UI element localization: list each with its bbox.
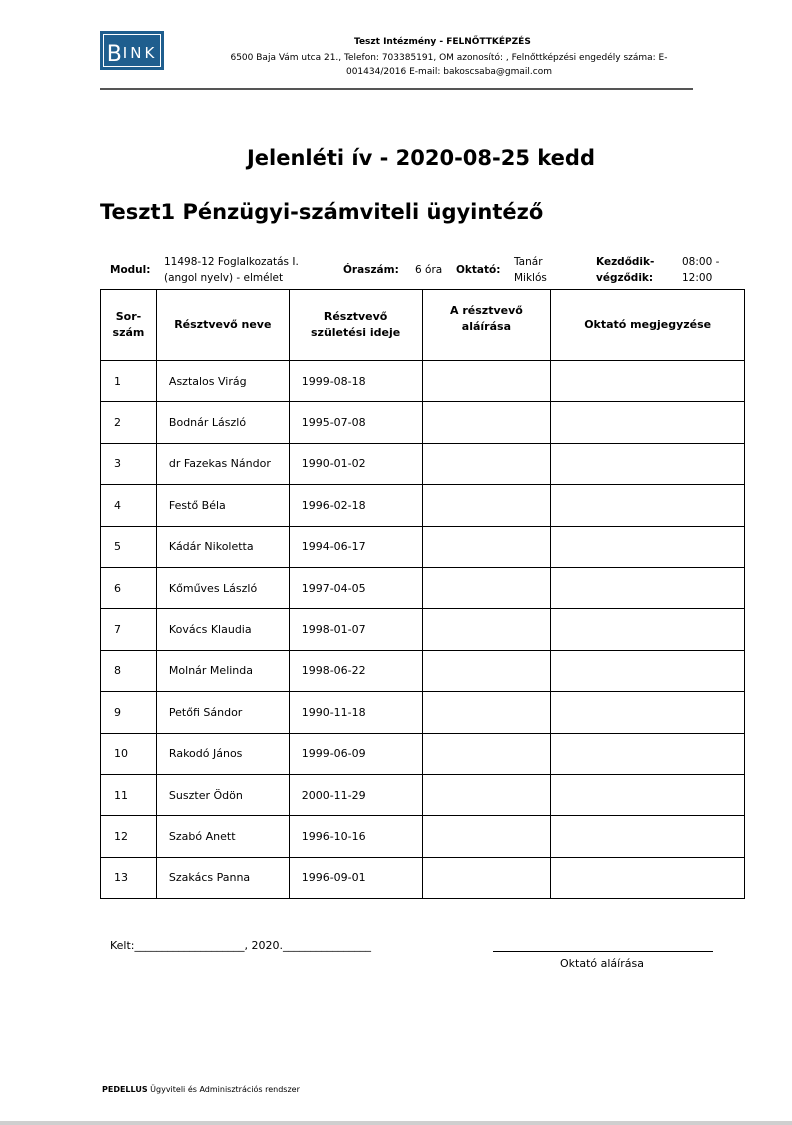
row-signature-cell: [422, 816, 551, 857]
row-name: Suszter Ödön: [156, 774, 289, 815]
row-nr: 3: [101, 443, 157, 484]
time-value: [682, 254, 719, 286]
modul-line-2: (angol nyelv) - elmélet: [164, 272, 284, 284]
row-nr: 1: [101, 361, 157, 402]
header-nr-line-1: Sor-: [115, 310, 142, 323]
modul-line-1: 11498-12 Foglalkozatás I.: [164, 256, 299, 268]
start-end-label: [596, 254, 654, 286]
table-row: [101, 774, 745, 815]
header-row: [101, 290, 745, 361]
page-bottom-edge: [0, 1121, 792, 1125]
row-signature-cell: [422, 485, 551, 526]
table-row: [101, 567, 745, 608]
table-row: [101, 733, 745, 774]
table-row: [101, 485, 745, 526]
row-name: dr Fazekas Nándor: [156, 443, 289, 484]
row-note-cell: [551, 650, 745, 691]
row-dob: 1998-06-22: [289, 650, 422, 691]
teacher-label: Oktató:: [456, 264, 501, 276]
table-row: [101, 609, 745, 650]
row-dob: 1996-02-18: [289, 485, 422, 526]
row-dob: 1997-04-05: [289, 567, 422, 608]
row-nr: 8: [101, 650, 157, 691]
row-note-cell: [551, 361, 745, 402]
row-signature-cell: [422, 650, 551, 691]
row-nr: 4: [101, 485, 157, 526]
row-dob: 1990-11-18: [289, 692, 422, 733]
modul-label: Modul:: [110, 264, 151, 276]
address-line-2: 001434/2016 E-mail: bakoscsaba@gmail.com: [345, 67, 553, 77]
teacher-line-1: Tanár: [514, 256, 543, 268]
row-dob: 2000-11-29: [289, 774, 422, 815]
table-header: [101, 290, 745, 361]
row-nr: 7: [101, 609, 157, 650]
row-note-cell: [551, 692, 745, 733]
row-note-cell: [551, 402, 745, 443]
header-name: Résztvevő neve: [156, 290, 289, 361]
bink-logo: [100, 31, 164, 70]
row-dob: 1999-06-09: [289, 733, 422, 774]
row-note-cell: [551, 609, 745, 650]
header-signature: [422, 290, 551, 361]
row-name: Szabó Anett: [156, 816, 289, 857]
row-signature-cell: [422, 402, 551, 443]
row-nr: 11: [101, 774, 157, 815]
hours-label: Óraszám:: [343, 264, 399, 276]
row-name: Kovács Klaudia: [156, 609, 289, 650]
row-nr: 6: [101, 567, 157, 608]
row-signature-cell: [422, 609, 551, 650]
row-nr: 9: [101, 692, 157, 733]
row-dob: 1998-01-07: [289, 609, 422, 650]
course-title: Teszt1 Pénzügyi-számviteli ügyintéző: [100, 200, 544, 224]
header-divider: [100, 88, 693, 90]
start-end-label-line-2: végződik:: [596, 272, 654, 284]
header-dob-line-1: Résztvevő: [323, 310, 388, 323]
row-dob: 1990-01-02: [289, 443, 422, 484]
row-signature-cell: [422, 857, 551, 898]
row-name: Bodnár László: [156, 402, 289, 443]
row-name: Asztalos Virág: [156, 361, 289, 402]
logo-text: BINK: [106, 42, 158, 67]
row-nr: 5: [101, 526, 157, 567]
header-signature-line-2: aláírása: [461, 320, 512, 333]
header-nr-line-2: szám: [112, 326, 145, 339]
row-name: Petőfi Sándor: [156, 692, 289, 733]
row-dob: 1995-07-08: [289, 402, 422, 443]
attendance-table: [100, 289, 745, 899]
row-dob: 1994-06-17: [289, 526, 422, 567]
table-row: [101, 443, 745, 484]
row-nr: 10: [101, 733, 157, 774]
footer-text: Ügyviteli és Adminisztrációs rendszer: [147, 1085, 300, 1094]
teacher-line-2: Miklós: [514, 272, 547, 284]
row-signature-cell: [422, 774, 551, 815]
row-nr: 2: [101, 402, 157, 443]
header-note: Oktató megjegyzése: [551, 290, 745, 361]
row-note-cell: [551, 567, 745, 608]
row-name: Rakodó János: [156, 733, 289, 774]
teacher-signature-label: Oktató aláírása: [560, 957, 644, 970]
hours-value: 6 óra: [415, 264, 443, 276]
header-nr: [101, 290, 157, 361]
modul-value: [164, 254, 299, 286]
row-nr: 12: [101, 816, 157, 857]
table-row: [101, 526, 745, 567]
header-dob-line-2: születési ideje: [311, 326, 401, 339]
row-note-cell: [551, 816, 745, 857]
row-signature-cell: [422, 733, 551, 774]
row-signature-cell: [422, 443, 551, 484]
row-note-cell: [551, 443, 745, 484]
row-note-cell: [551, 774, 745, 815]
row-dob: 1999-08-18: [289, 361, 422, 402]
table-row: [101, 692, 745, 733]
row-note-cell: [551, 733, 745, 774]
table-row: [101, 650, 745, 691]
row-note-cell: [551, 526, 745, 567]
footer: [102, 1085, 300, 1094]
table-row: [101, 361, 745, 402]
footer-brand: PEDELLUS: [102, 1085, 148, 1094]
row-signature-cell: [422, 526, 551, 567]
table-row: [101, 816, 745, 857]
row-note-cell: [551, 857, 745, 898]
time-line-2: 12:00: [682, 272, 713, 284]
row-name: Kádár Nikoletta: [156, 526, 289, 567]
row-name: Szakács Panna: [156, 857, 289, 898]
time-line-1: 08:00 -: [682, 256, 720, 268]
row-nr: 13: [101, 857, 157, 898]
row-signature-cell: [422, 692, 551, 733]
teacher-value: [514, 254, 547, 286]
row-signature-cell: [422, 567, 551, 608]
header-signature-line-1: A résztvevő: [450, 304, 523, 317]
table-body: [101, 361, 745, 899]
date-place-line: Kelt:____________________, 2020.________________: [110, 939, 371, 952]
header-dob: [289, 290, 422, 361]
start-end-label-line-1: Kezdődik-: [596, 256, 655, 268]
row-note-cell: [551, 485, 745, 526]
row-name: Molnár Melinda: [156, 650, 289, 691]
table-row: [101, 402, 745, 443]
table-row: [101, 857, 745, 898]
address-line-1: 6500 Baja Vám utca 21., Telefon: 703385191, OM azonosító: , Felnőttképzési engedély száma: E-: [230, 53, 668, 63]
row-name: Festő Béla: [156, 485, 289, 526]
institution-contact: [214, 51, 684, 79]
row-name: Kőműves László: [156, 567, 289, 608]
institution-name: Teszt Intézmény - FELNŐTTKÉPZÉS: [354, 37, 531, 47]
row-dob: 1996-09-01: [289, 857, 422, 898]
row-dob: 1996-10-16: [289, 816, 422, 857]
document-title: Jelenléti ív - 2020-08-25 kedd: [246, 146, 595, 170]
row-signature-cell: [422, 361, 551, 402]
teacher-signature-line: [493, 951, 713, 952]
